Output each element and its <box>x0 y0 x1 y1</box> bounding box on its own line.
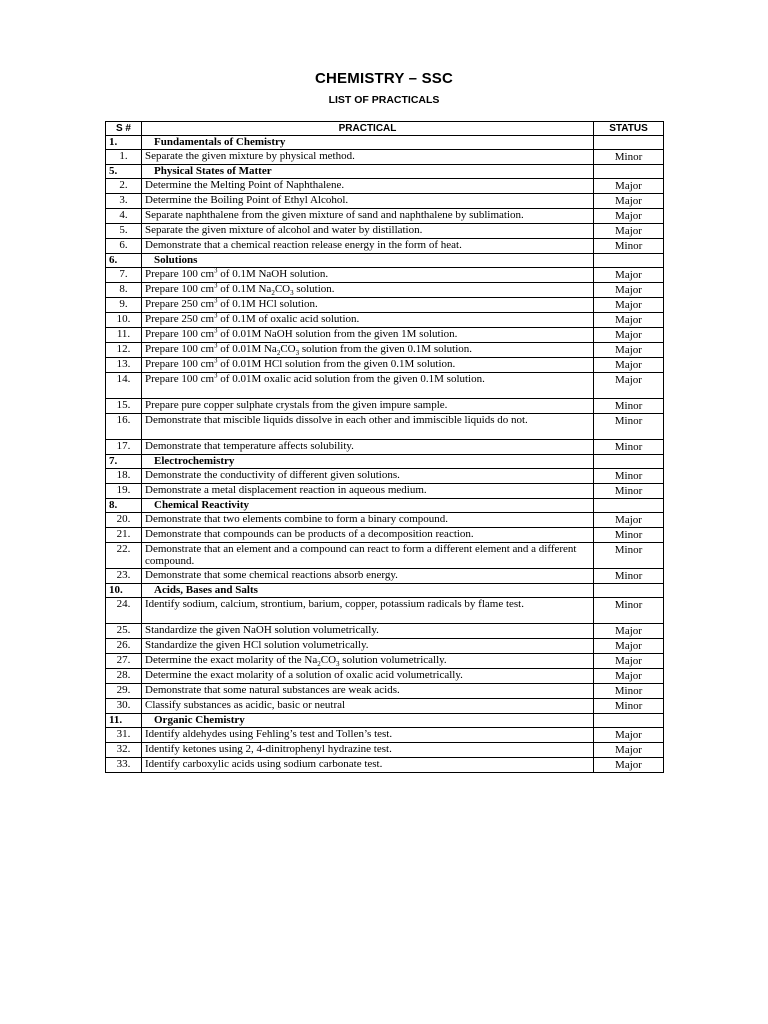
status-value: Minor <box>594 469 664 484</box>
table-row <box>106 209 664 224</box>
practical-number: 25. <box>106 624 142 639</box>
table-row <box>106 669 664 684</box>
practical-description: Determine the Boiling Point of Ethyl Alcohol. <box>142 194 594 209</box>
table-row <box>106 343 664 358</box>
section-number: 1. <box>106 136 142 150</box>
practical-description: Demonstrate the conductivity of different given solutions. <box>142 469 594 484</box>
practicals-table <box>105 121 664 773</box>
status-value: Minor <box>594 440 664 455</box>
practical-description: Demonstrate that temperature affects solubility. <box>142 440 594 455</box>
practical-description: Identify aldehydes using Fehling’s test and Tollen’s test. <box>142 728 594 743</box>
practical-number: 29. <box>106 684 142 699</box>
practical-number: 12. <box>106 343 142 358</box>
section-status-cell <box>594 714 664 728</box>
table-row <box>106 440 664 455</box>
status-value: Major <box>594 328 664 343</box>
table-row <box>106 239 664 254</box>
table-row <box>106 399 664 414</box>
practical-description: Demonstrate that compounds can be products of a decomposition reaction. <box>142 528 594 543</box>
table-row <box>106 728 664 743</box>
status-value: Minor <box>594 484 664 499</box>
table-row <box>106 513 664 528</box>
table-row <box>106 469 664 484</box>
practical-number: 10. <box>106 313 142 328</box>
table-row <box>106 150 664 165</box>
practical-description: Separate the given mixture by physical method. <box>142 150 594 165</box>
practical-number: 31. <box>106 728 142 743</box>
practical-number: 32. <box>106 743 142 758</box>
section-title: Organic Chemistry <box>142 714 594 728</box>
status-value: Minor <box>594 543 664 569</box>
status-value: Major <box>594 669 664 684</box>
practical-number: 6. <box>106 239 142 254</box>
practical-number: 26. <box>106 639 142 654</box>
table-row <box>106 224 664 239</box>
section-row <box>106 136 664 150</box>
practical-description: Demonstrate that miscible liquids dissolve in each other and immiscible liquids do not. <box>142 414 594 440</box>
status-value: Major <box>594 358 664 373</box>
section-row <box>106 584 664 598</box>
status-value: Major <box>594 298 664 313</box>
section-number: 10. <box>106 584 142 598</box>
table-row <box>106 373 664 399</box>
practical-number: 13. <box>106 358 142 373</box>
table-row <box>106 743 664 758</box>
practical-number: 5. <box>106 224 142 239</box>
practical-description: Prepare 100 $cm^3$ of 0.01M HCl solution from the given 0.1M solution. <box>142 358 594 373</box>
practical-description: Demonstrate that a chemical reaction release energy in the form of heat. <box>142 239 594 254</box>
table-row <box>106 684 664 699</box>
practical-description: Identify sodium, calcium, strontium, barium, copper, potassium radicals by flame test. <box>142 598 594 624</box>
section-title: Electrochemistry <box>142 455 594 469</box>
table-row <box>106 569 664 584</box>
table-row <box>106 699 664 714</box>
table-header-row <box>106 122 664 136</box>
section-title: Fundamentals of Chemistry <box>142 136 594 150</box>
section-status-cell <box>594 584 664 598</box>
table-row <box>106 268 664 283</box>
practical-description: Standardize the given NaOH solution volumetrically. <box>142 624 594 639</box>
table-row <box>106 624 664 639</box>
practical-number: 2. <box>106 179 142 194</box>
practical-description: Demonstrate that an element and a compound can react to form a different element and a different compound. <box>142 543 594 569</box>
status-header: STATUS <box>594 122 664 136</box>
practical-description: Prepare 250 $cm^3$ of 0.1M HCl solution. <box>142 298 594 313</box>
section-title: Acids, Bases and Salts <box>142 584 594 598</box>
section-row <box>106 455 664 469</box>
practical-number: 30. <box>106 699 142 714</box>
status-value: Major <box>594 654 664 669</box>
practical-description: Determine the exact molarity of the $Na_2CO_3$ solution volumetrically. <box>142 654 594 669</box>
practical-description: Prepare 100 $cm^3$ of 0.01M NaOH solution from the given 1M solution. <box>142 328 594 343</box>
practical-number: 33. <box>106 758 142 773</box>
practical-number: 4. <box>106 209 142 224</box>
section-number: 5. <box>106 165 142 179</box>
table-row <box>106 528 664 543</box>
practical-number: 19. <box>106 484 142 499</box>
practical-description: Separate the given mixture of alcohol and water by distillation. <box>142 224 594 239</box>
practical-number: 24. <box>106 598 142 624</box>
section-status-cell <box>594 254 664 268</box>
practical-number: 1. <box>106 150 142 165</box>
status-value: Minor <box>594 684 664 699</box>
practical-number: 20. <box>106 513 142 528</box>
section-number: 7. <box>106 455 142 469</box>
table-row <box>106 484 664 499</box>
table-row <box>106 543 664 569</box>
section-status-cell <box>594 165 664 179</box>
table-row <box>106 358 664 373</box>
section-row <box>106 254 664 268</box>
table-row <box>106 758 664 773</box>
practical-number: 21. <box>106 528 142 543</box>
status-value: Minor <box>594 598 664 624</box>
section-number: 8. <box>106 499 142 513</box>
table-row <box>106 313 664 328</box>
practical-description: Demonstrate that two elements combine to form a binary compound. <box>142 513 594 528</box>
practical-description: Identify ketones using 2, 4-dinitrophenyl hydrazine test. <box>142 743 594 758</box>
status-value: Major <box>594 283 664 298</box>
practical-description: Prepare 100 $cm^3$ of 0.1M NaOH solution. <box>142 268 594 283</box>
table-body <box>106 136 664 773</box>
practical-number: 14. <box>106 373 142 399</box>
practical-description: Demonstrate that some natural substances are weak acids. <box>142 684 594 699</box>
status-value: Minor <box>594 528 664 543</box>
table-row <box>106 179 664 194</box>
section-row <box>106 499 664 513</box>
section-status-cell <box>594 136 664 150</box>
practical-description: Demonstrate a metal displacement reaction in aqueous medium. <box>142 484 594 499</box>
practical-description: Separate naphthalene from the given mixture of sand and naphthalene by sublimation. <box>142 209 594 224</box>
practical-number: 28. <box>106 669 142 684</box>
practical-number: 16. <box>106 414 142 440</box>
table-row <box>106 598 664 624</box>
section-number: 6. <box>106 254 142 268</box>
practical-number: 15. <box>106 399 142 414</box>
practical-description: Prepare 100 $cm^3$ of 0.1M $Na_2CO_3$ solution. <box>142 283 594 298</box>
practical-number: 9. <box>106 298 142 313</box>
status-value: Major <box>594 743 664 758</box>
practical-description: Standardize the given HCl solution volumetrically. <box>142 639 594 654</box>
practical-description: Determine the exact molarity of a solution of oxalic acid volumetrically. <box>142 669 594 684</box>
practical-number: 23. <box>106 569 142 584</box>
section-title: Physical States of Matter <box>142 165 594 179</box>
section-row <box>106 714 664 728</box>
practical-description: Prepare 100 $cm^3$ of 0.01M $Na_2CO_3$ solution from the given 0.1M solution. <box>142 343 594 358</box>
status-value: Major <box>594 209 664 224</box>
status-value: Major <box>594 373 664 399</box>
practical-number: 8. <box>106 283 142 298</box>
table-row <box>106 298 664 313</box>
status-value: Major <box>594 343 664 358</box>
practical-number: 22. <box>106 543 142 569</box>
practical-description: Identify carboxylic acids using sodium carbonate test. <box>142 758 594 773</box>
section-row <box>106 165 664 179</box>
practical-description: Prepare pure copper sulphate crystals from the given impure sample. <box>142 399 594 414</box>
status-value: Major <box>594 224 664 239</box>
status-value: Minor <box>594 239 664 254</box>
status-value: Minor <box>594 399 664 414</box>
status-value: Major <box>594 313 664 328</box>
status-value: Major <box>594 513 664 528</box>
status-value: Major <box>594 268 664 283</box>
status-value: Minor <box>594 569 664 584</box>
section-status-cell <box>594 455 664 469</box>
status-value: Major <box>594 179 664 194</box>
status-value: Major <box>594 758 664 773</box>
status-value: Minor <box>594 150 664 165</box>
practical-number: 7. <box>106 268 142 283</box>
status-value: Major <box>594 728 664 743</box>
table-row <box>106 654 664 669</box>
table-row <box>106 414 664 440</box>
table-row <box>106 283 664 298</box>
table-row <box>106 639 664 654</box>
serial-number-header: S # <box>106 122 142 136</box>
section-title: Chemical Reactivity <box>142 499 594 513</box>
status-value: Major <box>594 624 664 639</box>
section-status-cell <box>594 499 664 513</box>
status-value: Minor <box>594 414 664 440</box>
practical-description: Classify substances as acidic, basic or neutral <box>142 699 594 714</box>
section-number: 11. <box>106 714 142 728</box>
practical-number: 17. <box>106 440 142 455</box>
table-row <box>106 194 664 209</box>
section-title: Solutions <box>142 254 594 268</box>
practical-number: 18. <box>106 469 142 484</box>
practical-number: 3. <box>106 194 142 209</box>
practical-number: 27. <box>106 654 142 669</box>
practical-description: Demonstrate that some chemical reactions absorb energy. <box>142 569 594 584</box>
status-value: Major <box>594 194 664 209</box>
document-title: CHEMISTRY – SSC <box>314 70 454 87</box>
practical-header: PRACTICAL <box>142 122 594 136</box>
practical-number: 11. <box>106 328 142 343</box>
status-value: Major <box>594 639 664 654</box>
status-value: Minor <box>594 699 664 714</box>
practical-description: Determine the Melting Point of Naphthalene. <box>142 179 594 194</box>
table-row <box>106 328 664 343</box>
practical-description: Prepare 250 $cm^3$ of 0.1M of oxalic acid solution. <box>142 313 594 328</box>
document-subtitle: LIST OF PRACTICALS <box>328 94 440 106</box>
practical-description: Prepare 100 $cm^3$ of 0.01M oxalic acid solution from the given 0.1M solution. <box>142 373 594 399</box>
